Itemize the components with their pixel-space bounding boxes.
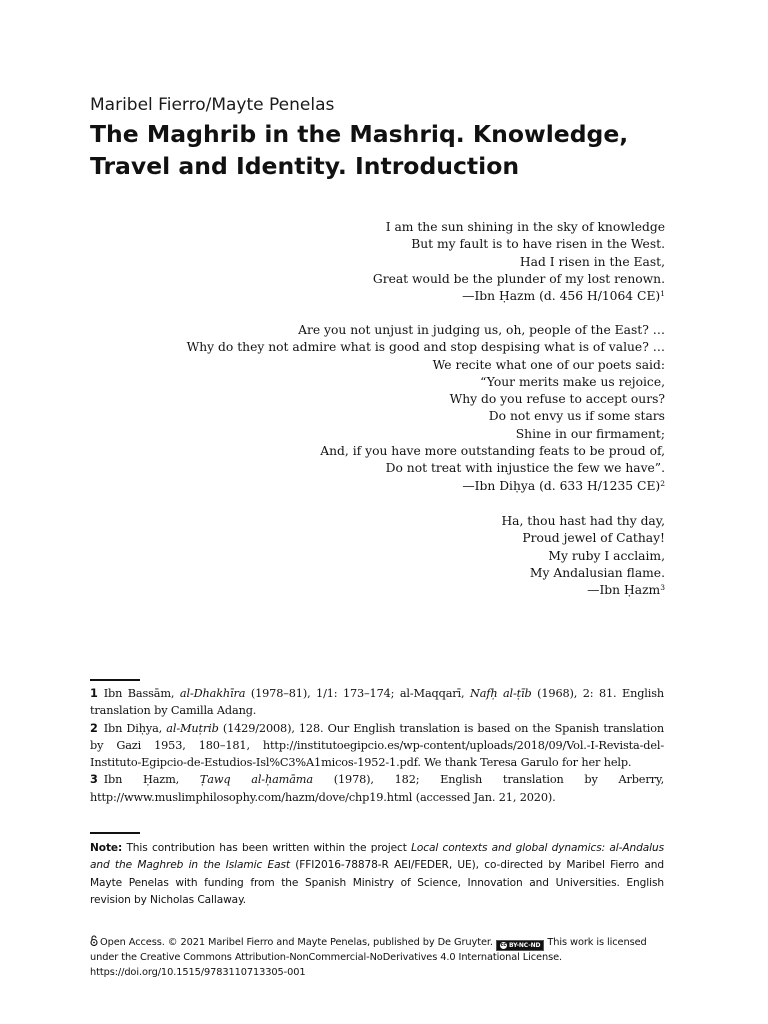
footnote-2: 2 Ibn Diḥya, al-Muṭrib (1429/2008), 128. Our English translation is based on the Spanish translation by Gazi 1953, 180–181, http://institutoegipcio.es/wp-content/uploads/2018/09/Vol.-I-Revista-del-Instituto-Egipcio-de-Estudios-Isl%C3%A1micos-1952-1.pdf. We thank Teresa Garulo for her help. [90, 721, 664, 770]
open-access-text: Open Access. © 2021 Maribel Fierro and Mayte Penelas, published by De Gruyter. [100, 937, 493, 948]
footnote-ref[interactable]: 1 [660, 289, 665, 299]
epigraph-line: “Your merits make us rejoice, [480, 374, 665, 389]
project-title: Local contexts and global dynamics: al-Andalus and the Maghreb in the Islamic East [90, 842, 664, 872]
footnote-number: 3 [90, 773, 98, 787]
epigraph-line: Proud jewel of Cathay! [522, 531, 665, 546]
epigraph-line: Ha, thou hast had thy day, [501, 514, 665, 528]
epigraph-3 [501, 513, 665, 599]
note-divider [90, 832, 140, 834]
epigraph-line: Why do you refuse to accept ours? [449, 392, 665, 407]
epigraph-1 [373, 219, 665, 305]
epigraph-attribution: —Ibn Ḥazm$^3$ [587, 583, 665, 598]
footnote-3: 3 Ibn Ḥazm, Ṭawq al-ḥamāma (1978), 182; English translation by Arberry, http://www.muslimphilosophy.com/hazm/dove/chp19.html (accessed Jan. 21, 2020). [90, 773, 665, 804]
epigraph-line: Had I risen in the East, [519, 254, 665, 269]
cc-license-badge[interactable]: cc BY-NC-ND [496, 940, 544, 951]
footnote-divider [90, 679, 140, 681]
footnote-1: 1 Ibn Bassām, al-Dhakhīra (1978–81), 1/1: 173–174; al-Maqqarī, Nafḥ al-ṭīb (1968), 2: 81. English translation by Camilla Adang. [90, 687, 664, 718]
epigraph-line: We recite what one of our poets said: [432, 357, 665, 372]
funding-note: Note: This contribution has been written within the project Local contexts and global dynamics: al-Andalus and the Maghreb in the Islamic East (FFI2016-78878-R AEI/FEDER, UE), co-directed by Maribel Fierro and Mayte Penelas with funding from the Spanish Ministry of Science, Innovation and Universities. English revision by Nicholas Callaway. [90, 842, 664, 906]
license-text: This work is licensed under the Creative Commons Attribution-NonCommercial-NoDerivatives 4.0 International License. [90, 937, 647, 963]
doi-link[interactable]: https://doi.org/10.1515/9783110713305-001 [90, 966, 306, 978]
epigraph-attribution: —Ibn Ḥazm (d. 456 H/1064 CE)$^1$ [462, 289, 665, 304]
epigraph-2 [187, 322, 665, 495]
epigraph-line: My Andalusian flame. [529, 565, 665, 580]
epigraph-line: But my fault is to have risen in the West. [411, 237, 665, 252]
footnote-number: 2 [90, 721, 98, 735]
cc-icon: cc [500, 942, 507, 948]
footnote-ref[interactable]: 2 [660, 478, 665, 488]
epigraph-line: Shine in our firmament; [515, 426, 665, 441]
epigraph-line: Are you not unjust in judging us, oh, people of the East? … [298, 323, 665, 337]
epigraph-attribution: —Ibn Diḥya (d. 633 H/1235 CE)$^2$ [462, 478, 665, 493]
epigraph-line: I am the sun shining in the sky of knowledge [385, 220, 665, 234]
footnotes [90, 685, 664, 806]
epigraph-line: Do not envy us if some stars [488, 409, 665, 424]
epigraph-line: Why do they not admire what is good and stop despising what is of value? … [186, 340, 665, 355]
epigraph-line: Do not treat with injustice the few we have”. [385, 461, 665, 476]
epigraph-line: My ruby I acclaim, [548, 548, 665, 563]
chapter-title: The Maghrib in the Mashriq. Knowledge, Travel and Identity. Introduction [90, 120, 629, 180]
license-block [90, 935, 666, 980]
open-access-lock-icon [90, 935, 98, 946]
authors: Maribel Fierro/Mayte Penelas [90, 95, 335, 115]
note-label: Note: [90, 842, 123, 854]
footnote-number: 1 [90, 687, 98, 700]
footnote-ref[interactable]: 3 [660, 583, 665, 593]
epigraph-line: Great would be the plunder of my lost renown. [372, 271, 665, 286]
epigraph-line: And, if you have more outstanding feats to be proud of, [320, 444, 665, 459]
